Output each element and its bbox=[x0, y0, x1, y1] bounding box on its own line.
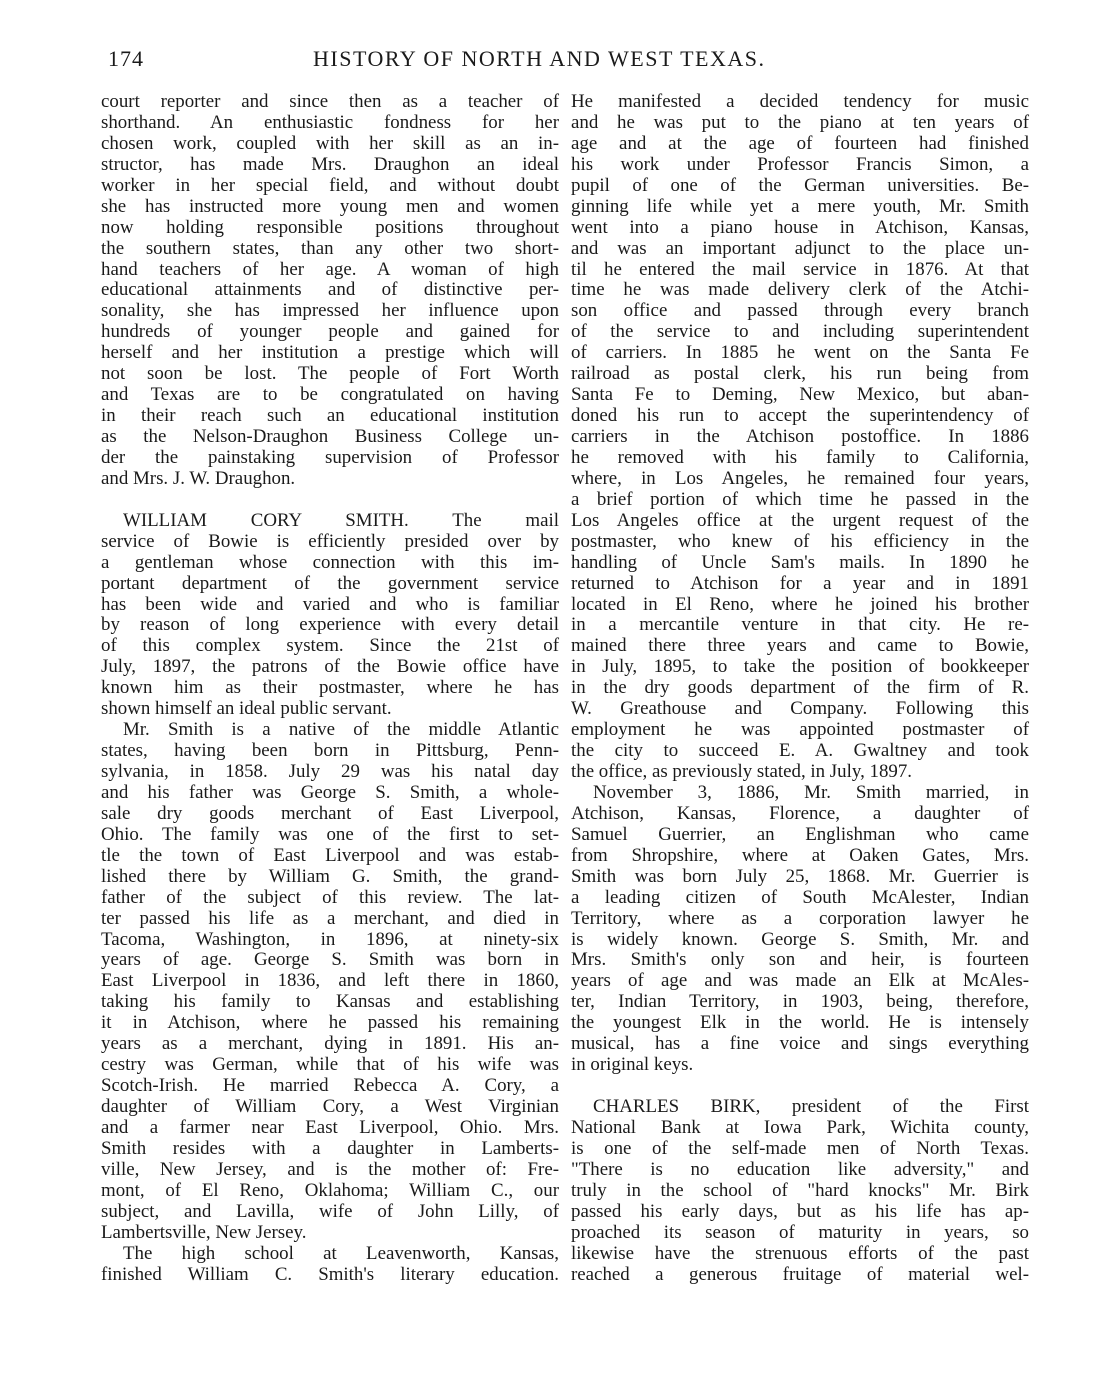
text-line: states, having been born in Pittsburg, Penn- bbox=[101, 740, 559, 762]
text-line: in original keys. bbox=[571, 1054, 694, 1076]
text-line: CHARLES BIRK, president of the First bbox=[593, 1096, 1029, 1117]
text-line: and Mrs. J. W. Draughon. bbox=[101, 467, 296, 489]
text-line: passed his early days, but as his life has ap- bbox=[571, 1200, 1029, 1222]
text-line: taking his family to Kansas and establishing bbox=[101, 991, 559, 1013]
text-line: structor, has made Mrs. Draughon an ideal bbox=[101, 153, 559, 175]
text-line: by reason of long experience with every detail bbox=[101, 614, 559, 636]
text-line: The high school at Leavenworth, Kansas, bbox=[123, 1242, 559, 1264]
running-head: HISTORY OF NORTH AND WEST TEXAS. bbox=[313, 46, 766, 71]
text-line: as the Nelson-Draughon Business College un- bbox=[101, 426, 559, 447]
text-line: Ohio. The family was one of the first to set- bbox=[101, 823, 559, 845]
text-line: lished there by William G. Smith, the grand- bbox=[101, 865, 559, 887]
text-line: it in Atchison, where he passed his remaining bbox=[101, 1012, 559, 1034]
left-text-column bbox=[101, 92, 559, 1285]
text-line: Tacoma, Washington, in 1896, at ninety-six bbox=[101, 928, 559, 950]
text-line: portant department of the government service bbox=[101, 572, 559, 594]
text-line: shorthand. An enthusiastic fondness for her bbox=[101, 111, 559, 133]
text-line: doned his run to accept the superintendency of bbox=[571, 405, 1029, 427]
text-line: finished William C. Smith's literary education. bbox=[101, 1263, 559, 1285]
text-line: tle the town of East Liverpool and was estab- bbox=[101, 844, 559, 866]
text-line: Smith resides with a daughter in Lamberts- bbox=[101, 1137, 559, 1159]
text-line: years of age and was made an Elk at McAles- bbox=[571, 970, 1029, 992]
text-line: cestry was German, while that of his wife was bbox=[101, 1054, 559, 1076]
text-line: and a farmer near East Liverpool, Ohio. Mrs. bbox=[101, 1116, 559, 1138]
text-line: in a mercantile venture in that city. He re- bbox=[571, 614, 1029, 636]
text-line: is one of the self-made men of North Texas. bbox=[571, 1137, 1029, 1159]
text-line: sonality, she has impressed her influence upon bbox=[101, 300, 559, 322]
text-line: went into a piano house in Atchison, Kansas, bbox=[571, 216, 1029, 238]
text-line: National Bank at Iowa Park, Wichita county, bbox=[571, 1116, 1029, 1138]
text-line: he removed with his family to California, bbox=[571, 446, 1029, 468]
text-line: July, 1897, the patrons of the Bowie office have bbox=[101, 656, 559, 678]
text-line: known him as their postmaster, where he has bbox=[101, 677, 559, 699]
text-line: Atchison, Kansas, Florence, a daughter of bbox=[571, 802, 1029, 824]
text-line: ville, New Jersey, and is the mother of: Fre- bbox=[101, 1158, 559, 1180]
text-line: his work under Professor Francis Simon, a bbox=[571, 153, 1029, 175]
text-line: the southern states, than any other two short- bbox=[101, 237, 559, 259]
text-line: postmaster, who knew of his efficiency in the bbox=[571, 530, 1029, 552]
text-line: and Texas are to be congratulated on having bbox=[101, 384, 559, 406]
text-line: service of Bowie is efficiently presided over by bbox=[101, 530, 559, 552]
page-number: 174 bbox=[108, 46, 144, 71]
text-line: November 3, 1886, Mr. Smith married, in bbox=[593, 781, 1029, 803]
text-line: years of age. George S. Smith was born in bbox=[101, 949, 559, 971]
text-line: is widely known. George S. Smith, Mr. and bbox=[571, 928, 1029, 950]
text-line: shown himself an ideal public servant. bbox=[101, 698, 392, 720]
text-line: time he was made delivery clerk of the Atchi- bbox=[571, 279, 1029, 301]
text-line: Scotch-Irish. He married Rebecca A. Cory, a bbox=[101, 1075, 559, 1097]
text-line: in the dry goods department of the firm of R. bbox=[571, 677, 1029, 699]
text-line: hand teachers of her age. A woman of high bbox=[101, 258, 559, 280]
text-line: court reporter and since then as a teacher of bbox=[101, 91, 559, 112]
text-line: chosen work, coupled with her skill as an in- bbox=[101, 132, 559, 154]
text-line: located in El Reno, where he joined his brother bbox=[571, 593, 1029, 615]
text-line: carriers in the Atchison postoffice. In 1886 bbox=[571, 426, 1029, 447]
text-line: Los Angeles office at the urgent request of the bbox=[571, 509, 1029, 531]
text-line: the office, as previously stated, in July, 1897. bbox=[571, 761, 913, 782]
text-line: ter, Indian Territory, in 1903, being, therefore, bbox=[571, 991, 1029, 1013]
text-line: Lambertsville, New Jersey. bbox=[101, 1221, 307, 1243]
text-line: returned to Atchison for a year and in 1891 bbox=[571, 572, 1029, 594]
text-line: and he was put to the piano at ten years of bbox=[571, 111, 1029, 133]
text-line: sylvania, in 1858. July 29 was his natal day bbox=[101, 761, 559, 782]
text-line: WILLIAM CORY SMITH. The mail bbox=[123, 509, 559, 531]
text-line: she has instructed more young men and women bbox=[101, 195, 559, 217]
text-line: railroad as postal clerk, his run being from bbox=[571, 363, 1029, 385]
text-line: and his father was George S. Smith, a whole- bbox=[101, 781, 559, 803]
text-line: of this complex system. Since the 21st of bbox=[101, 635, 559, 657]
page-header bbox=[108, 46, 1028, 78]
text-line: Santa Fe to Deming, New Mexico, but aban- bbox=[571, 384, 1029, 406]
text-line: son office and passed through every branch bbox=[571, 300, 1029, 322]
text-line: where, in Los Angeles, he remained four years, bbox=[571, 467, 1029, 489]
text-line: and was an important adjunct to the place un- bbox=[571, 237, 1029, 259]
text-line: W. Greathouse and Company. Following this bbox=[571, 698, 1029, 720]
text-line: a brief portion of which time he passed in the bbox=[571, 488, 1029, 510]
text-line: Smith was born July 25, 1868. Mr. Guerrier is bbox=[571, 865, 1029, 887]
text-line: daughter of William Cory, a West Virginian bbox=[101, 1096, 559, 1117]
text-line: the city to succeed E. A. Gwaltney and took bbox=[571, 740, 1029, 762]
text-line: in their reach such an educational institution bbox=[101, 405, 559, 427]
text-line: a leading citizen of South McAlester, Indian bbox=[571, 886, 1029, 908]
text-line: reached a generous fruitage of material wel- bbox=[571, 1263, 1029, 1285]
text-line: truly in the school of "hard knocks" Mr. Birk bbox=[571, 1179, 1029, 1201]
text-line: handling of Uncle Sam's mails. In 1890 he bbox=[571, 551, 1029, 573]
text-line: years as a merchant, dying in 1891. His an- bbox=[101, 1033, 559, 1055]
text-line: subject, and Lavilla, wife of John Lilly, of bbox=[101, 1200, 559, 1222]
text-line: Mrs. Smith's only son and heir, is fourteen bbox=[571, 949, 1029, 971]
text-line: Samuel Guerrier, an Englishman who came bbox=[571, 823, 1029, 845]
text-line: ginning life while yet a mere youth, Mr. Smith bbox=[571, 195, 1029, 217]
text-line: worker in her special field, and without doubt bbox=[101, 174, 559, 196]
text-line: of carriers. In 1885 he went on the Santa Fe bbox=[571, 342, 1029, 364]
text-line: from Shropshire, where at Oaken Gates, Mrs. bbox=[571, 844, 1029, 866]
text-line: "There is no education like adversity," and bbox=[571, 1158, 1029, 1180]
text-line: age and at the age of fourteen had finished bbox=[571, 132, 1029, 154]
text-line: employment he was appointed postmaster of bbox=[571, 719, 1029, 741]
text-line: herself and her institution a prestige which will bbox=[101, 342, 559, 364]
text-line: a gentleman whose connection with this im- bbox=[101, 551, 559, 573]
text-line: now holding responsible positions throughout bbox=[101, 216, 559, 238]
text-line: educational attainments and of distinctive per- bbox=[101, 279, 559, 301]
text-line: of the service to and including superintendent bbox=[571, 321, 1029, 343]
text-line: til he entered the mail service in 1876. At that bbox=[571, 258, 1029, 280]
text-line: hundreds of younger people and gained for bbox=[101, 321, 559, 343]
text-line: the youngest Elk in the world. He is intensely bbox=[571, 1012, 1029, 1034]
paragraph-gap bbox=[571, 1076, 1029, 1097]
text-line: sale dry goods merchant of East Liverpool, bbox=[101, 802, 559, 824]
paragraph-gap bbox=[101, 490, 559, 511]
text-line: musical, has a fine voice and sings everything bbox=[571, 1033, 1029, 1055]
text-line: Territory, where as a corporation lawyer he bbox=[571, 907, 1029, 929]
text-line: father of the subject of this review. The lat- bbox=[101, 886, 559, 908]
text-line: Mr. Smith is a native of the middle Atlantic bbox=[123, 719, 559, 741]
text-line: ter passed his life as a merchant, and died in bbox=[101, 907, 559, 929]
text-line: mained there three years and came to Bowie, bbox=[571, 635, 1029, 657]
text-line: mont, of El Reno, Oklahoma; William C., our bbox=[101, 1179, 559, 1201]
right-text-column bbox=[571, 92, 1029, 1285]
text-line: proached its season of maturity in years, so bbox=[571, 1221, 1029, 1243]
text-line: der the painstaking supervision of Professor bbox=[101, 446, 559, 468]
text-line: not soon be lost. The people of Fort Worth bbox=[101, 363, 559, 385]
text-line: pupil of one of the German universities. Be- bbox=[571, 174, 1029, 196]
text-line: East Liverpool in 1836, and left there in 1860, bbox=[101, 970, 559, 992]
text-line: likewise have the strenuous efforts of the past bbox=[571, 1242, 1029, 1264]
text-line: has been wide and varied and who is familiar bbox=[101, 593, 559, 615]
text-line: in July, 1895, to take the position of bookkeeper bbox=[571, 656, 1029, 678]
text-line: He manifested a decided tendency for music bbox=[571, 91, 1029, 112]
